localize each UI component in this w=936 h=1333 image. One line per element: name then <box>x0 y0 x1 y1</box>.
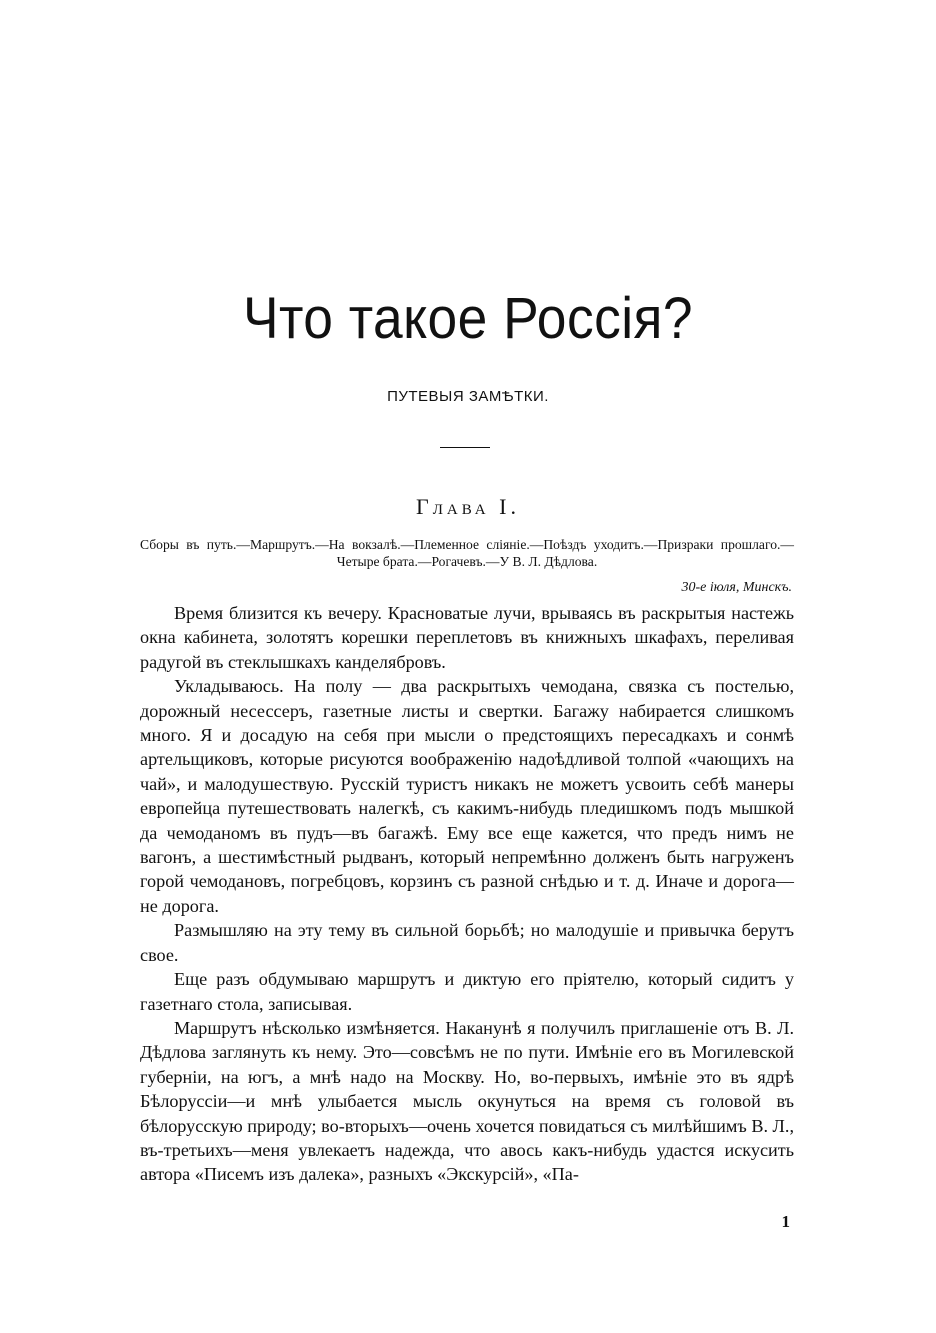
paragraph: Укладываюсь. На полу — два раскрытыхъ чемодана, связка съ постелью, дорожный несессеръ, газетные листы и свертки. Багажу набирается слишкомъ много. Я и досадую на себя при мысли о предстоящихъ пересадкахъ и сонмѣ артельщиковъ, которые рисуются воображенію надоѣдливой толпой «чающихъ на чай», и малодушествую. Русскій туристъ никакъ не можетъ усвоить себѣ манеры европейца путешествовать налегкѣ, съ какимъ-нибудь пледишкомъ подъ мышкой да чемоданомъ въ пудъ—въ багажѣ. Ему все еще кажется, что предъ нимъ не вагонъ, а шестимѣстный рыдванъ, который непремѣнно долженъ быть нагруженъ горой чемодановъ, погребцовъ, корзинъ съ разной снѣдью и т. д. Иначе и дорога—не дорога. <box>140 676 794 916</box>
book-page <box>140 0 796 1333</box>
article-subtitle: ПУТЕВЫЯ ЗАМѢТКИ. <box>387 388 549 405</box>
paragraph: Маршрутъ нѣсколько измѣняется. Наканунѣ я получилъ приглашеніе отъ В. Л. Дѣдлова заглянуть къ нему. Это—совсѣмъ не по пути. Имѣніе его въ Могилевской губерніи, на югъ, а мнѣ надо на Москву. Но, во-первыхъ, имѣніе это въ ядрѣ Бѣлоруссіи—и мнѣ улыбается мысль окунуться на время съ головой въ бѣлорусскую природу; во-вторыхъ—очень хочется повидаться съ милѣйшимъ В. Л., въ-третьихъ—меня увлекаетъ надежда, что авось какъ-нибудь удастся искусить автора «Писемъ изъ далека», разныхъ «Экскурсій», «Па- <box>140 1017 794 1185</box>
page-number: 1 <box>781 1212 790 1231</box>
dateline: 30-е іюля, Минскъ. <box>681 580 792 595</box>
paragraph: Размышляю на эту тему въ сильной борьбѣ; но малодушіе и привычка берутъ свое. <box>140 920 794 965</box>
title-divider <box>440 447 490 448</box>
article-title: Что такое Россія? <box>242 286 694 351</box>
chapter-summary: Сборы въ путь.—Маршрутъ.—На вокзалѣ.—Племенное сліяніе.—Поѣздъ уходитъ.—Призраки прошлаго.—Четыре брата.—Рогачевъ.—У В. Л. Дѣдлова. <box>140 537 794 569</box>
body-text <box>140 601 794 1187</box>
chapter-heading: Глава I. <box>416 494 520 519</box>
paragraph: Время близится къ вечеру. Красноватые лучи, врываясь въ раскрытыя настежь окна кабинета, золотятъ корешки переплетовъ въ книжныхъ шкафахъ, переливая радугой въ стеклышкахъ канделябровъ. <box>140 603 794 672</box>
paragraph: Еще разъ обдумываю маршрутъ и диктую его пріятелю, который сидитъ у газетнаго стола, записывая. <box>140 969 794 1014</box>
